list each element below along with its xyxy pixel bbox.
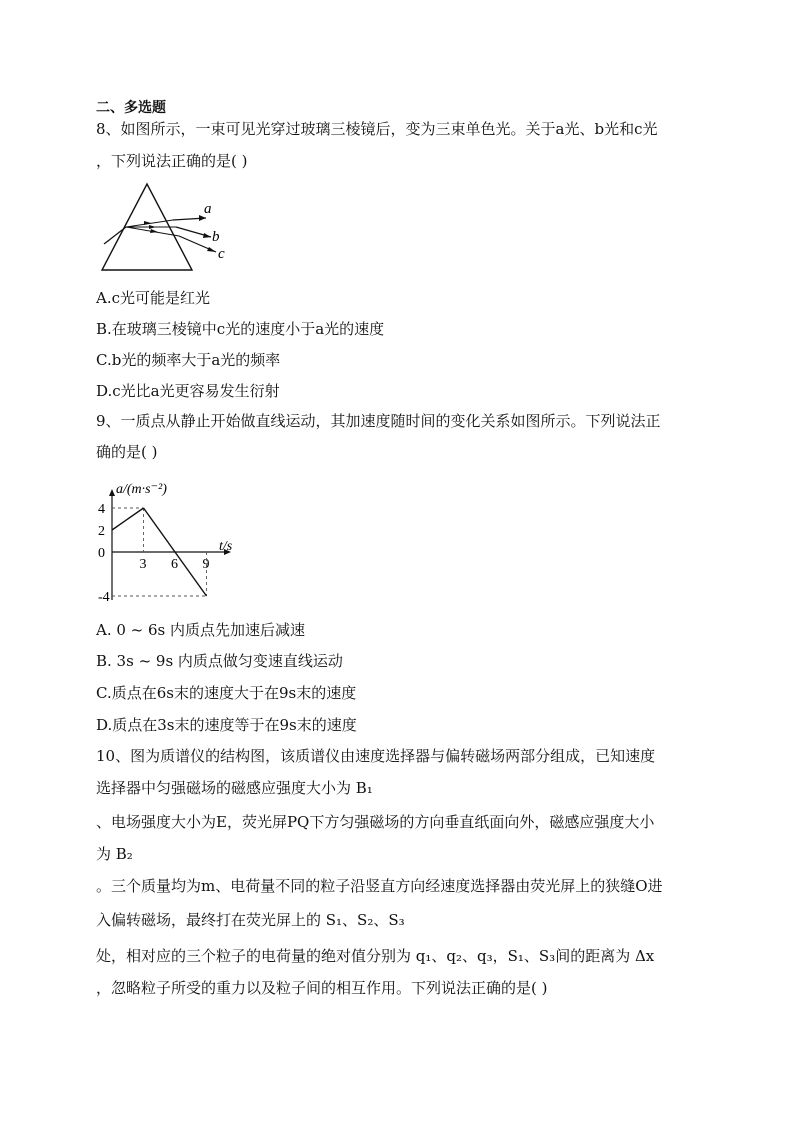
q9-option-c: C.质点在6s末的速度大于在9s末的速度 bbox=[96, 684, 357, 702]
y-tick-label: 0 bbox=[98, 546, 105, 561]
acceleration-chart bbox=[96, 470, 276, 610]
q8-option-d: D.c光比a光更容易发生衍射 bbox=[96, 382, 280, 400]
q8-option-b: B.在玻璃三棱镜中c光的速度小于a光的速度 bbox=[96, 320, 385, 338]
ray-label-c: c bbox=[218, 246, 225, 262]
y-tick-label: -4 bbox=[98, 590, 110, 605]
x-tick-label: 6 bbox=[171, 557, 178, 572]
q10-line8: ，忽略粒子所受的重力以及粒子间的相互作用。下列说法正确的是( ) bbox=[96, 979, 548, 997]
q9-option-d: D.质点在3s末的速度等于在9s末的速度 bbox=[96, 716, 357, 734]
q9-option-b: B. 3s ~ 9s 内质点做匀变速直线运动 bbox=[96, 652, 343, 670]
q9-option-a: A. 0 ~ 6s 内质点先加速后减速 bbox=[96, 621, 306, 639]
ray-label-a: a bbox=[204, 201, 212, 217]
q10-line1: 10、图为质谱仪的结构图，该质谱仪由速度选择器与偏转磁场两部分组成，已知速度 bbox=[96, 747, 656, 765]
q10-line6: 入偏转磁场，最终打在荧光屏上的 S₁、S₂、S₃ bbox=[96, 911, 405, 929]
q8-option-a: A.c光可能是红光 bbox=[96, 289, 211, 307]
y-axis-arrow bbox=[109, 489, 115, 496]
q9-stem-line2: 确的是( ) bbox=[96, 443, 158, 461]
section-title: 二、多选题 bbox=[96, 100, 166, 116]
ray-label-b: b bbox=[212, 229, 220, 245]
q10-line2: 选择器中匀强磁场的磁感应强度大小为 B₁ bbox=[96, 779, 373, 797]
prism-diagram bbox=[96, 180, 246, 276]
q10-line3: 、电场强度大小为E，荧光屏PQ下方匀强磁场的方向垂直纸面向外，磁感应强度大小 bbox=[96, 813, 655, 831]
q8-stem-line1: 8、如图所示，一束可见光穿过玻璃三棱镜后，变为三束单色光。关于a光、b光和c光 bbox=[96, 120, 658, 138]
q8-option-c: C.b光的频率大于a光的频率 bbox=[96, 351, 281, 369]
q10-line5: 。三个质量均为m、电荷量不同的粒子沿竖直方向经速度选择器由荧光屏上的狭缝O进 bbox=[96, 877, 663, 895]
series-segment bbox=[112, 508, 144, 530]
x-tick-label: 9 bbox=[202, 557, 210, 572]
q10-line7: 处，相对应的三个粒子的电荷量的绝对值分别为 q₁、q₂、q₃，S₁、S₃间的距离为 Δx bbox=[96, 947, 655, 965]
q9-stem-line1: 9、一质点从静止开始做直线运动，其加速度随时间的变化关系如图所示。下列说法正 bbox=[96, 412, 661, 430]
y-tick-label: 4 bbox=[98, 502, 105, 517]
series-segment bbox=[144, 508, 176, 552]
y-axis-label: a/(m·s⁻²) bbox=[116, 482, 167, 497]
x-tick-label: 3 bbox=[139, 557, 147, 572]
x-axis-label: t/s bbox=[219, 539, 233, 554]
q8-stem-line2: ，下列说法正确的是( ) bbox=[96, 152, 248, 170]
y-tick-label: 2 bbox=[98, 524, 105, 539]
q10-line4: 为 B₂ bbox=[96, 845, 133, 863]
